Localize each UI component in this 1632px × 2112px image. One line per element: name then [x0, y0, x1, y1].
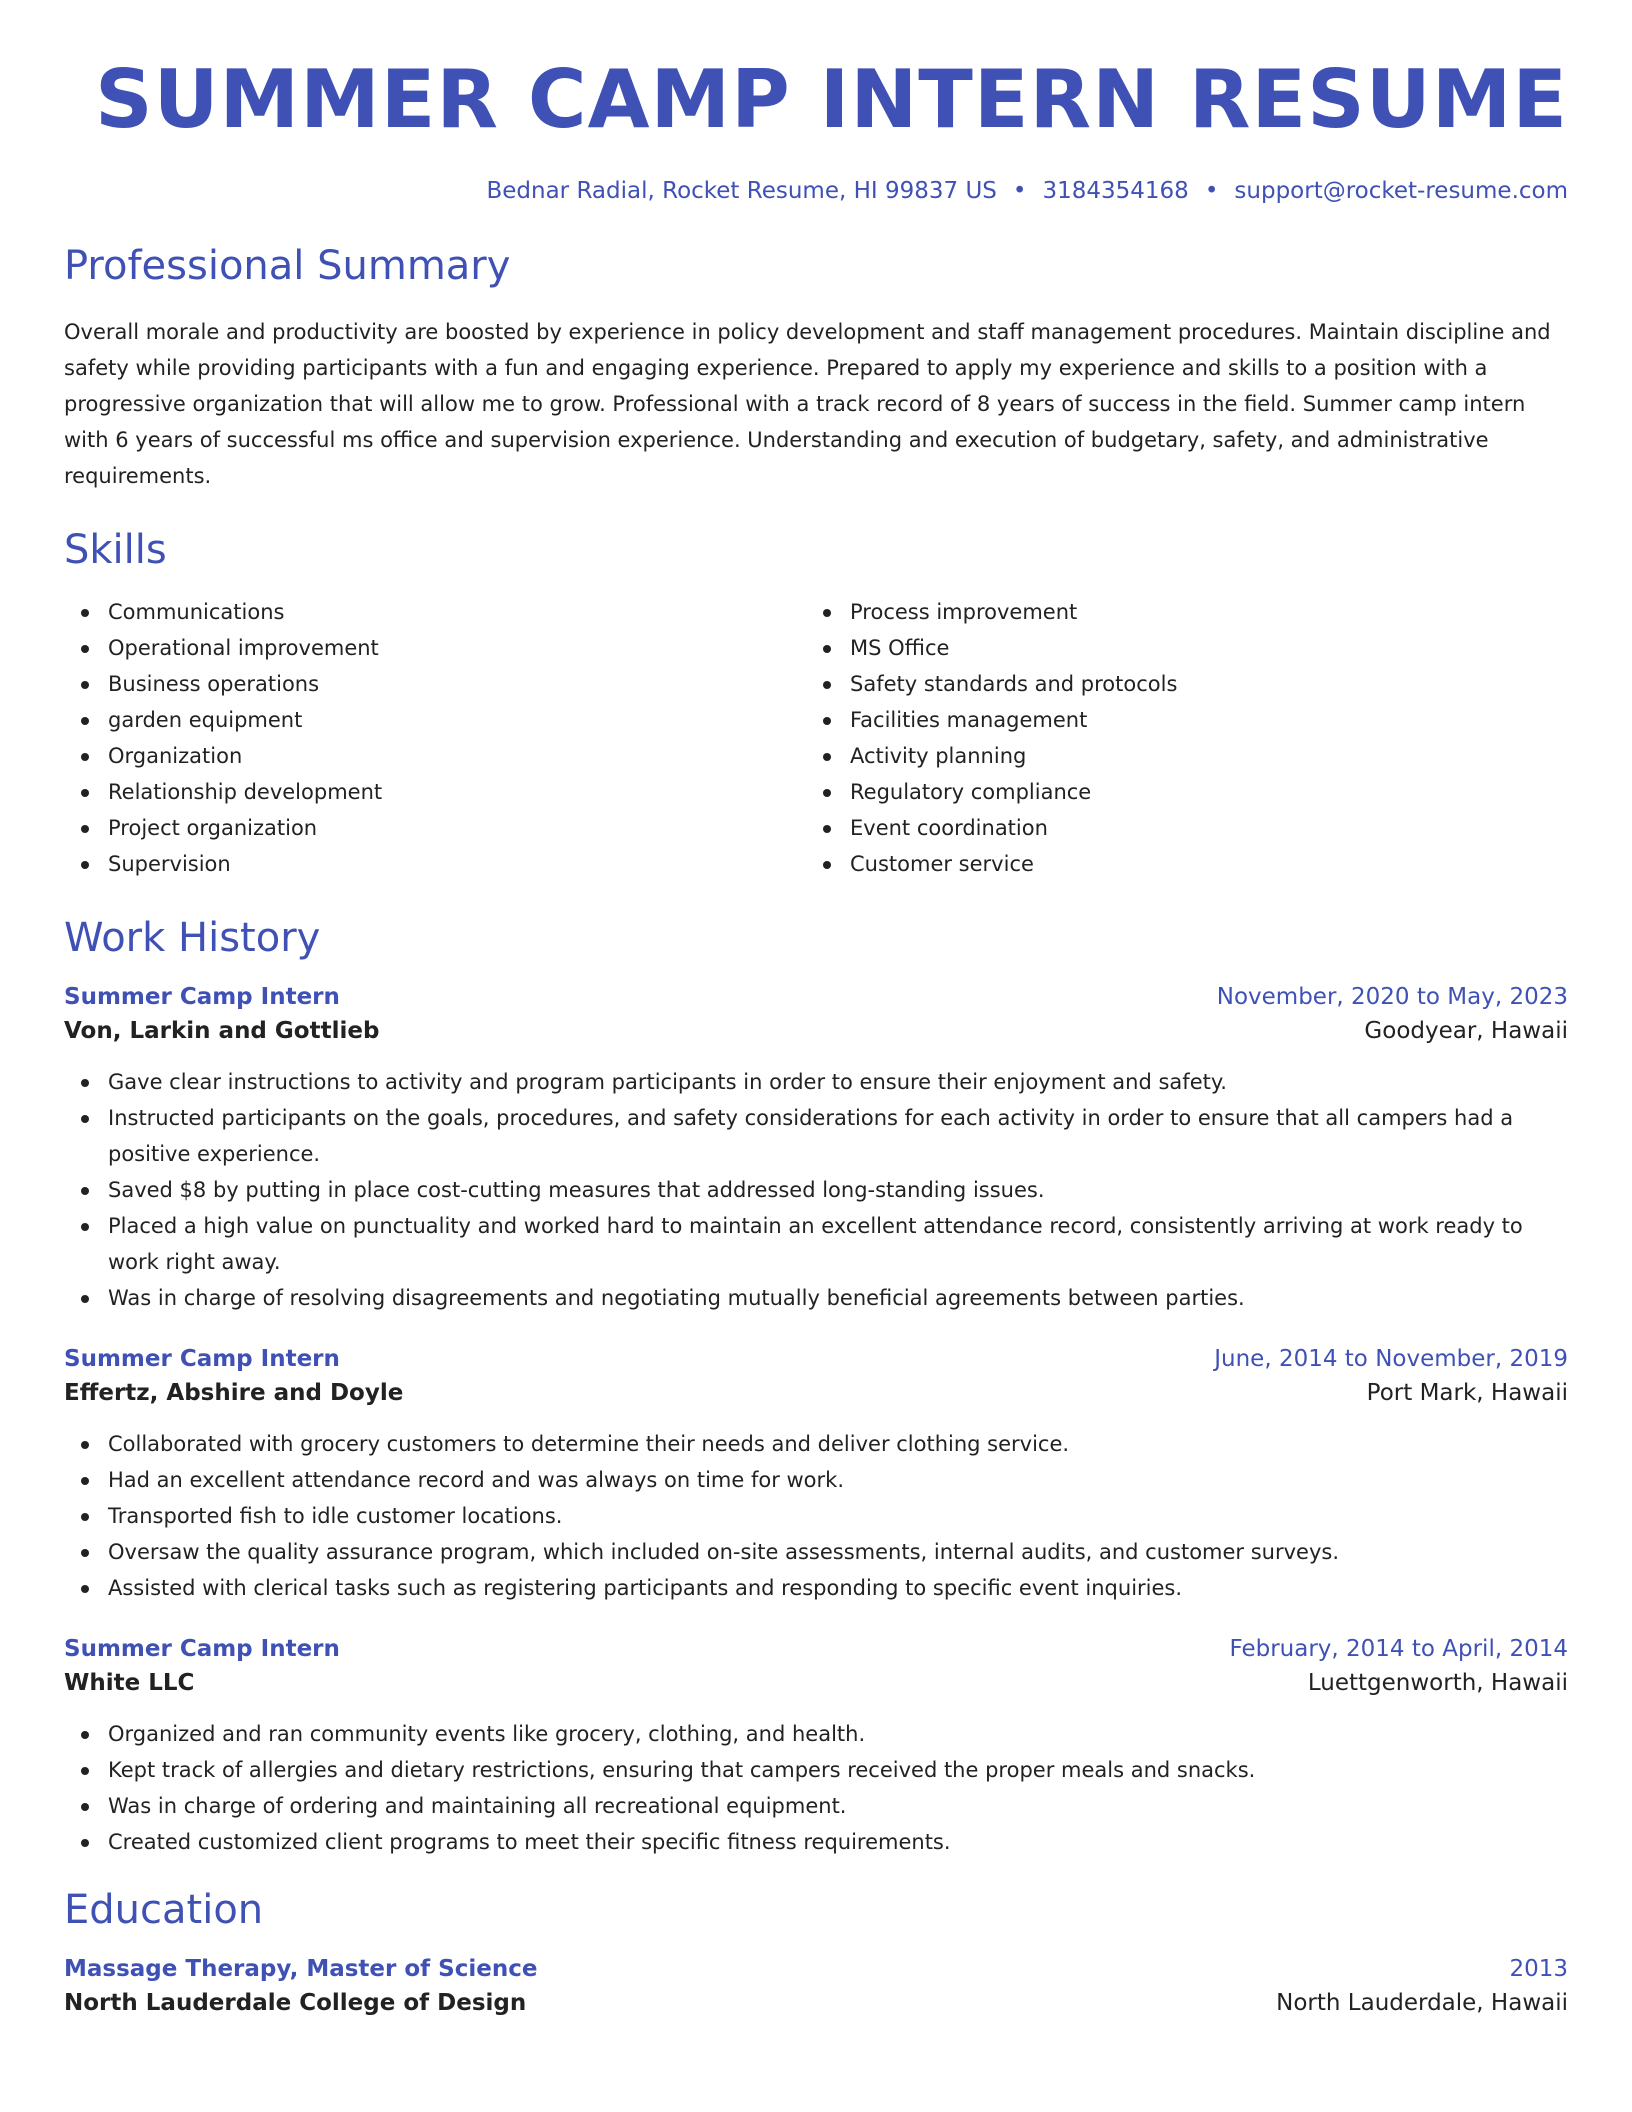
job-bullet: Instructed participants on the goals, procedures, and safety considerations for each activity in order to ensure that all campers had a positive experience. [64, 1100, 1568, 1172]
job-entry [64, 1346, 1568, 1606]
job-subheader [64, 1018, 1568, 1044]
skill-item: garden equipment [64, 702, 806, 738]
job-bullets [64, 1064, 1568, 1316]
skill-item: Project organization [64, 810, 806, 846]
job-bullet: Placed a high value on punctuality and worked hard to maintain an excellent attendance record, consistently arriving at work ready to work right away. [64, 1208, 1568, 1280]
job-bullets [64, 1426, 1568, 1606]
skill-item: Safety standards and protocols [806, 666, 1548, 702]
skill-item: Business operations [64, 666, 806, 702]
skill-item: Relationship development [64, 774, 806, 810]
education-degree: Massage Therapy, Master of Science [64, 1956, 538, 1982]
skill-item: Event coordination [806, 810, 1548, 846]
contact-address: Bednar Radial, Rocket Resume, HI 99837 US [486, 178, 997, 204]
job-bullet: Saved $8 by putting in place cost-cutting measures that addressed long-standing issues. [64, 1172, 1568, 1208]
job-bullet: Kept track of allergies and dietary restrictions, ensuring that campers received the proper meals and snacks. [64, 1752, 1568, 1788]
resume-title: SUMMER CAMP INTERN RESUME [94, 53, 1568, 146]
job-dates: June, 2014 to November, 2019 [1214, 1346, 1568, 1372]
job-header [64, 1636, 1568, 1662]
job-employer: White LLC [64, 1670, 195, 1696]
job-subheader [64, 1380, 1568, 1406]
job-title: Summer Camp Intern [64, 1346, 340, 1372]
work-history-heading: Work History [64, 915, 321, 961]
skill-item: Regulatory compliance [806, 774, 1548, 810]
job-title: Summer Camp Intern [64, 1636, 340, 1662]
job-bullet: Was in charge of resolving disagreements and negotiating mutually beneficial agreements between parties. [64, 1280, 1568, 1316]
education-entry [64, 1956, 1568, 2016]
contact-separator: • [1204, 178, 1219, 204]
contact-email[interactable]: support@rocket-resume.com [1234, 178, 1568, 204]
skill-item: Facilities management [806, 702, 1548, 738]
job-bullet: Was in charge of ordering and maintaining all recreational equipment. [64, 1788, 1568, 1824]
job-subheader [64, 1670, 1568, 1696]
job-bullet: Collaborated with grocery customers to determine their needs and deliver clothing service. [64, 1426, 1568, 1462]
job-bullet: Transported fish to idle customer locations. [64, 1498, 1568, 1534]
skill-item: Customer service [806, 846, 1548, 882]
education-year: 2013 [1509, 1956, 1568, 1982]
job-header [64, 1346, 1568, 1372]
job-entry [64, 1636, 1568, 1860]
skills-column-left [64, 594, 806, 882]
skills-column-right [806, 594, 1548, 882]
job-employer: Von, Larkin and Gottlieb [64, 1018, 380, 1044]
education-location: North Lauderdale, Hawaii [1276, 1990, 1568, 2016]
skills-heading: Skills [64, 527, 167, 573]
job-location: Port Mark, Hawaii [1366, 1380, 1568, 1406]
summary-heading: Professional Summary [64, 243, 511, 289]
job-location: Goodyear, Hawaii [1364, 1018, 1568, 1044]
skill-item: Supervision [64, 846, 806, 882]
skills-list [64, 594, 1568, 882]
skill-item: Communications [64, 594, 806, 630]
skill-item: MS Office [806, 630, 1548, 666]
job-location: Luettgenworth, Hawaii [1307, 1670, 1568, 1696]
education-subheader [64, 1990, 1568, 2016]
contact-separator: • [1012, 178, 1027, 204]
skill-item: Process improvement [806, 594, 1548, 630]
job-dates: February, 2014 to April, 2014 [1229, 1636, 1568, 1662]
job-bullets [64, 1716, 1568, 1860]
job-entry [64, 984, 1568, 1316]
skill-item: Activity planning [806, 738, 1548, 774]
education-heading: Education [64, 1887, 264, 1933]
job-dates: November, 2020 to May, 2023 [1216, 984, 1568, 1010]
job-bullet: Had an excellent attendance record and was always on time for work. [64, 1462, 1568, 1498]
skill-item: Organization [64, 738, 806, 774]
education-school: North Lauderdale College of Design [64, 1990, 527, 2016]
skill-item: Operational improvement [64, 630, 806, 666]
job-title: Summer Camp Intern [64, 984, 340, 1010]
job-bullet: Created customized client programs to meet their specific fitness requirements. [64, 1824, 1568, 1860]
job-header [64, 984, 1568, 1010]
contact-line [64, 178, 1568, 204]
job-bullet: Assisted with clerical tasks such as registering participants and responding to specific event inquiries. [64, 1570, 1568, 1606]
summary-text: Overall morale and productivity are boosted by experience in policy development and staff management procedures. Maintain discipline and safety while providing participants with a fun and engaging experience. Prepared to apply my experience and skills to a position with a progressive organization that will allow me to grow. Professional with a track record of 8 years of success in the field. Summer camp intern with 6 years of successful ms office and supervision experience. Understanding and execution of budgetary, safety, and administrative requirements. [64, 320, 1551, 488]
education-header [64, 1956, 1568, 1982]
job-bullet: Organized and ran community events like grocery, clothing, and health. [64, 1716, 1568, 1752]
job-bullet: Gave clear instructions to activity and program participants in order to ensure their enjoyment and safety. [64, 1064, 1568, 1100]
job-employer: Effertz, Abshire and Doyle [64, 1380, 404, 1406]
job-bullet: Oversaw the quality assurance program, which included on-site assessments, internal audits, and customer surveys. [64, 1534, 1568, 1570]
contact-phone: 3184354168 [1042, 178, 1189, 204]
resume-page [64, 0, 1568, 2016]
